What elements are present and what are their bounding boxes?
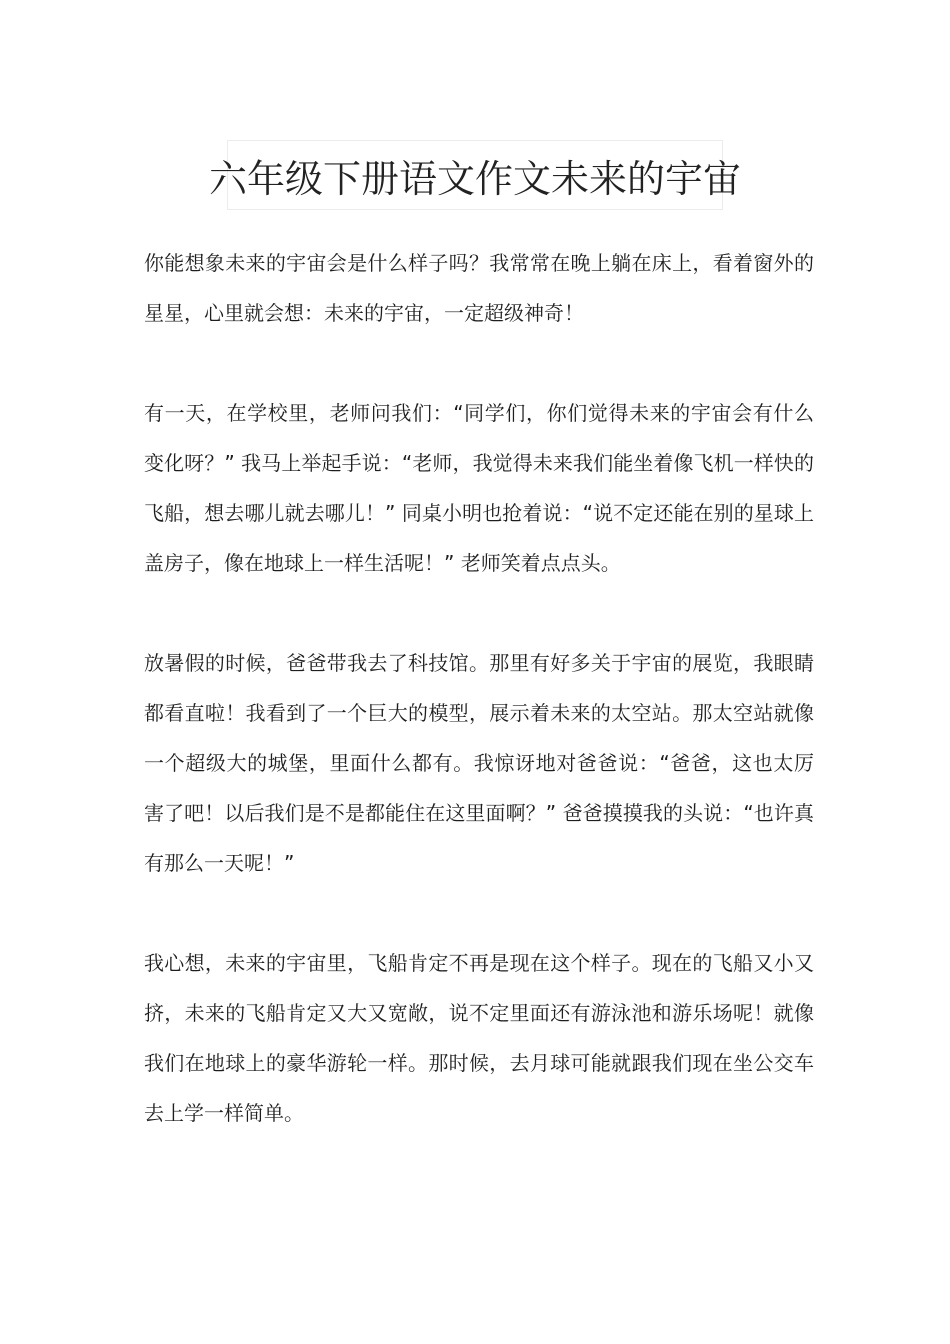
paragraph-4: 我心想，未来的宇宙里，飞船肯定不再是现在这个样子。现在的飞船又小又挤，未来的飞船肯定又大又宽敞，说不定里面还有游泳池和游乐场呢！就像我们在地球上的豪华游轮一样。那时候，去月球可能就跟我们现在坐公交车去上学一样简单。 <box>144 951 814 1125</box>
paragraph-3: 放暑假的时候，爸爸带我去了科技馆。那里有好多关于宇宙的展览，我眼睛都看直啦！我看到了一个巨大的模型，展示着未来的太空站。那太空站就像一个超级大的城堡，里面什么都有。我惊讶地对爸爸说：“爸爸，这也太厉害了吧！以后我们是不是都能住在这里面啊？” 爸爸摸摸我的头说：“也许真有那么一天呢！” <box>144 651 814 875</box>
title-box <box>209 140 742 210</box>
document-title: 六年级下册语文作文未来的宇宙 <box>209 156 742 201</box>
paragraph-2: 有一天，在学校里，老师问我们：“同学们，你们觉得未来的宇宙会有什么变化呀？” 我马上举起手说：“老师，我觉得未来我们能坐着像飞机一样快的飞船，想去哪儿就去哪儿！” 同桌小明也抢着说：“说不定还能在别的星球上盖房子，像在地球上一样生活呢！” 老师笑着点点头。 <box>144 401 814 575</box>
paragraph-1: 你能想象未来的宇宙会是什么样子吗？我常常在晚上躺在床上，看着窗外的星星，心里就会想：未来的宇宙，一定超级神奇！ <box>144 251 814 325</box>
document-body <box>144 238 814 1188</box>
